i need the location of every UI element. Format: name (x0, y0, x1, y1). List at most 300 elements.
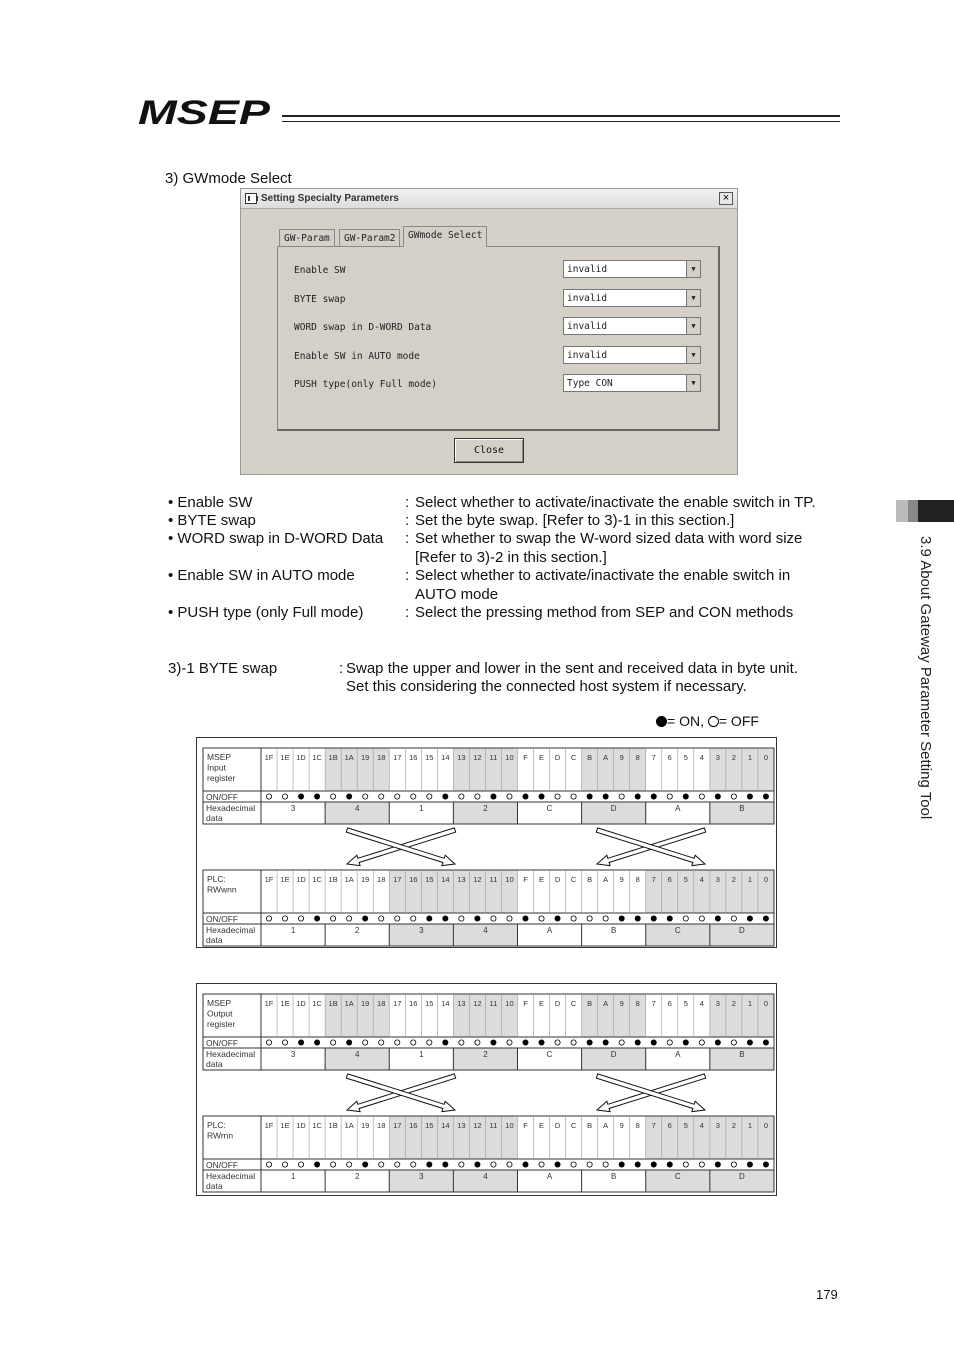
byte-swap-diagram-output (196, 983, 777, 1196)
top-bit-number: C (570, 753, 577, 762)
top-bit-number: 12 (473, 999, 482, 1008)
bottom-bit-number: 5 (683, 1121, 688, 1130)
bottom-bit-number: A (603, 1121, 609, 1130)
bit-off-dot (379, 916, 384, 921)
subsection-text: Swap the upper and lower in the sent and received data in byte unit. (346, 660, 798, 677)
top-bit-number: 6 (667, 999, 672, 1008)
bit-off-dot (667, 794, 672, 799)
top-hex-value: 1 (419, 804, 424, 813)
bottom-hex-label: data (206, 935, 223, 945)
bit-off-dot (619, 1040, 624, 1045)
bit-on-dot (747, 1040, 752, 1045)
bit-off-dot (395, 1040, 400, 1045)
bottom-hex-value: D (739, 1172, 745, 1181)
msep-logo (138, 92, 278, 132)
bit-off-dot (411, 1162, 416, 1167)
bottom-register-label: PLC: (207, 1120, 226, 1130)
bottom-bit-number: 18 (377, 875, 386, 884)
bit-off-dot (667, 1040, 672, 1045)
bottom-hex-value: A (546, 1172, 553, 1181)
desc-term: • Enable SW in AUTO mode (168, 567, 355, 584)
top-bit-number: 0 (763, 753, 769, 762)
chevron-down-icon[interactable]: ▼ (686, 318, 700, 334)
close-icon[interactable]: × (719, 192, 733, 205)
bit-on-dot (427, 1162, 432, 1167)
bit-on-dot (315, 916, 320, 921)
byte-swap-label: BYTE swap (294, 294, 346, 305)
bit-off-dot (571, 794, 576, 799)
bit-off-dot (379, 1162, 384, 1167)
top-bit-number: 15 (425, 753, 434, 762)
enable-sw-value: invalid (567, 264, 608, 275)
bit-off-dot (475, 794, 480, 799)
bottom-bit-number: F (523, 875, 528, 884)
chevron-down-icon[interactable]: ▼ (686, 290, 700, 306)
bit-on-dot (603, 794, 608, 799)
desc-def: Select the pressing method from SEP and CON methods (415, 604, 794, 621)
bit-off-dot (266, 1162, 271, 1167)
bottom-bit-number: 13 (457, 875, 466, 884)
top-bit-number: 1D (296, 999, 306, 1008)
bottom-bit-number: 1B (328, 1121, 338, 1130)
top-bit-number: 1A (344, 999, 354, 1008)
top-bit-number: F (523, 999, 528, 1008)
subsection-heading: 3)-1 BYTE swap (168, 660, 278, 677)
bit-off-dot (331, 794, 336, 799)
bottom-bit-number: 14 (441, 1121, 450, 1130)
bottom-bit-number: 9 (619, 1121, 624, 1130)
byte-swap-diagram-input (196, 737, 777, 948)
bit-on-dot (298, 1040, 303, 1045)
bit-off-dot (459, 1040, 464, 1045)
page-number: 179 (816, 1287, 838, 1302)
top-bit-number: 11 (489, 753, 498, 762)
bottom-bit-number: 6 (667, 875, 672, 884)
bit-off-dot (731, 1040, 736, 1045)
bit-off-dot (347, 916, 352, 921)
bit-off-dot (395, 916, 400, 921)
top-bit-number: 17 (393, 999, 402, 1008)
bottom-bit-number: C (570, 1121, 577, 1130)
bit-off-dot (411, 916, 416, 921)
filled-circle-icon (656, 716, 667, 727)
enable-sw-auto-value: invalid (567, 350, 608, 361)
enable-sw-select[interactable] (563, 260, 701, 278)
top-hex-value: 3 (290, 1050, 296, 1059)
top-bit-number: E (539, 999, 545, 1008)
header-rule-thin (282, 121, 840, 122)
bottom-register-label: RWwnn (207, 884, 237, 895)
bottom-bit-number: B (587, 1121, 593, 1130)
desc-term: • Enable SW (168, 494, 253, 511)
top-bit-number: 8 (635, 999, 640, 1008)
bottom-bit-number: 1 (747, 1121, 753, 1130)
header-rule (282, 115, 840, 117)
desc-def: Set whether to swap the W-word sized data with word size (415, 530, 803, 547)
top-bit-number: 2 (731, 753, 736, 762)
bottom-bit-number: 17 (393, 875, 402, 884)
desc-term: • BYTE swap (168, 512, 256, 529)
top-bit-number: 16 (409, 753, 418, 762)
bottom-bit-number: 1F (264, 875, 274, 884)
top-bit-number: 19 (361, 753, 370, 762)
swap-arrows-upper (346, 828, 455, 866)
bit-off-dot (555, 794, 560, 799)
bottom-bit-number: B (587, 875, 593, 884)
bit-on-dot (635, 1040, 640, 1045)
bottom-hex-value: 3 (419, 926, 424, 935)
top-bit-number: C (570, 999, 577, 1008)
bottom-bit-number: 1C (312, 1121, 322, 1130)
chapter-side-title: 3.9 About Gateway Parameter Setting Tool (917, 536, 934, 820)
bit-off-dot (427, 794, 432, 799)
bottom-bit-number: 4 (699, 1121, 704, 1130)
top-bit-number: B (587, 753, 593, 762)
top-bit-number: 2 (731, 999, 736, 1008)
bit-on-dot (667, 916, 672, 921)
top-bit-number: E (539, 753, 545, 762)
bottom-bit-number: 8 (635, 1121, 640, 1130)
bit-off-dot (395, 1162, 400, 1167)
desc-def-cont: [Refer to 3)-2 in this section.] (415, 549, 607, 566)
top-bit-number: 18 (377, 753, 386, 762)
bit-on-dot (763, 794, 768, 799)
top-hex-value: D (610, 1050, 617, 1059)
desc-def-cont: AUTO mode (415, 586, 499, 603)
top-bit-number: 16 (409, 999, 418, 1008)
top-register-label: MSEP (207, 752, 232, 762)
bottom-bit-number: 7 (651, 875, 656, 884)
bit-on-dot (475, 916, 480, 921)
dialog-title: Setting Specialty Parameters (261, 193, 399, 204)
bit-off-dot (459, 794, 464, 799)
settings-dialog (240, 188, 738, 475)
bottom-hex-value: 1 (290, 926, 296, 935)
bottom-bit-number: 1E (280, 1121, 290, 1130)
top-bit-number: 18 (377, 999, 386, 1008)
bit-off-dot (571, 916, 576, 921)
bottom-hex-value: 4 (483, 1172, 488, 1181)
top-bit-number: 1F (264, 999, 274, 1008)
bottom-bit-number: 18 (377, 1121, 386, 1130)
top-hex-value: C (546, 804, 553, 813)
tab-gw-param2[interactable]: GW-Param2 (339, 229, 400, 247)
top-bit-number: 8 (635, 753, 640, 762)
top-bit-number: 0 (763, 999, 769, 1008)
bottom-bit-number: 14 (441, 875, 450, 884)
bit-on-dot (491, 1040, 496, 1045)
bottom-hex-value: 2 (354, 926, 360, 935)
bottom-bit-number: 1 (747, 875, 753, 884)
bit-off-dot (571, 1162, 576, 1167)
legend-off: = OFF (718, 713, 759, 729)
bottom-bit-number: 12 (473, 1121, 482, 1130)
bit-on-dot (443, 794, 448, 799)
bottom-bit-number: 13 (457, 1121, 466, 1130)
bit-off-dot (395, 794, 400, 799)
close-button[interactable]: Close (454, 438, 524, 463)
subsection-colon: : (339, 660, 344, 677)
top-bit-number: F (523, 753, 528, 762)
bottom-bit-number: 12 (473, 875, 482, 884)
bit-on-dot (763, 1040, 768, 1045)
bit-on-dot (635, 916, 640, 921)
byte-swap-value: invalid (567, 293, 608, 304)
desc-term: • PUSH type (only Full mode) (168, 604, 364, 621)
bit-on-dot (635, 794, 640, 799)
word-swap-value: invalid (567, 321, 608, 332)
bottom-bit-number: 1D (296, 875, 306, 884)
top-bit-number: A (603, 999, 609, 1008)
bit-on-dot (443, 916, 448, 921)
bit-on-dot (587, 1040, 592, 1045)
word-swap-select[interactable] (563, 317, 701, 335)
chevron-down-icon[interactable]: ▼ (686, 375, 700, 391)
top-hex-value: 3 (290, 804, 296, 813)
bottom-bit-number: 11 (489, 875, 498, 884)
bit-on-dot (363, 1162, 368, 1167)
bottom-register-label: RWrnn (207, 1130, 234, 1141)
top-bit-number: 15 (425, 999, 434, 1008)
dialog-titlebar (241, 189, 737, 209)
legend-on: = ON, (667, 713, 704, 729)
logo-text: MSEP (138, 94, 271, 132)
bottom-onoff-label: ON/OFF (206, 914, 239, 924)
bit-on-dot (491, 794, 496, 799)
bottom-bit-number: 16 (409, 875, 418, 884)
top-hex-value: 2 (483, 1050, 488, 1059)
bottom-bit-number: 3 (715, 1121, 720, 1130)
bit-off-dot (683, 916, 688, 921)
bottom-bit-number: 11 (489, 1121, 498, 1130)
bit-off-dot (683, 1162, 688, 1167)
bit-off-dot (699, 1040, 704, 1045)
top-bit-number: 1B (328, 753, 338, 762)
bit-on-dot (347, 794, 352, 799)
bottom-bit-number: 0 (763, 875, 769, 884)
bottom-bit-number: 17 (393, 1121, 402, 1130)
top-hex-label: Hexadecimal (206, 1049, 256, 1059)
bottom-bit-number: D (554, 875, 561, 884)
bottom-bit-number: 16 (409, 1121, 418, 1130)
bit-on-dot (587, 794, 592, 799)
bit-off-dot (731, 794, 736, 799)
bottom-bit-number: 1A (344, 875, 354, 884)
bottom-hex-label: Hexadecimal (206, 1171, 256, 1181)
bit-off-dot (282, 794, 287, 799)
bit-on-dot (747, 1162, 752, 1167)
bit-off-dot (507, 1040, 512, 1045)
bottom-hex-value: C (674, 926, 681, 935)
bottom-hex-value: 3 (419, 1172, 424, 1181)
bottom-bit-number: 5 (683, 875, 688, 884)
bit-on-dot (555, 916, 560, 921)
bottom-hex-value: B (610, 926, 617, 935)
bit-off-dot (379, 1040, 384, 1045)
desc-colon: : (405, 494, 410, 511)
bit-off-dot (282, 1040, 287, 1045)
legend (656, 713, 759, 729)
top-bit-number: 1C (312, 753, 322, 762)
desc-def: Select whether to activate/inactivate the enable switch in TP. (415, 494, 816, 511)
top-hex-label: Hexadecimal (206, 803, 256, 813)
bit-on-dot (747, 916, 752, 921)
bit-off-dot (459, 1162, 464, 1167)
top-register-label: register (207, 773, 236, 783)
push-type-value: Type CON (567, 378, 613, 389)
push-type-select[interactable] (563, 374, 701, 392)
top-bit-number: 1B (328, 999, 338, 1008)
bottom-hex-value: 2 (354, 1172, 360, 1181)
top-onoff-label: ON/OFF (206, 792, 239, 802)
bit-off-dot (379, 794, 384, 799)
bit-off-dot (587, 916, 592, 921)
top-hex-value: B (739, 1050, 745, 1059)
swap-arrows-lower (596, 1074, 705, 1112)
bottom-bit-number: 9 (619, 875, 624, 884)
bit-off-dot (555, 1040, 560, 1045)
side-tab-marker (908, 500, 918, 522)
bit-off-dot (603, 1162, 608, 1167)
bit-on-dot (683, 1040, 688, 1045)
chevron-down-icon[interactable]: ▼ (686, 261, 700, 277)
swap-arrows-lower (596, 828, 705, 866)
bottom-bit-number: 2 (731, 875, 736, 884)
bit-off-dot (619, 794, 624, 799)
bit-on-dot (763, 916, 768, 921)
bottom-bit-number: 3 (715, 875, 720, 884)
bit-on-dot (715, 1040, 720, 1045)
bit-on-dot (539, 1040, 544, 1045)
top-onoff-label: ON/OFF (206, 1038, 239, 1048)
bit-on-dot (683, 794, 688, 799)
top-bit-number: 1 (747, 753, 753, 762)
bit-off-dot (475, 1040, 480, 1045)
top-hex-value: B (739, 804, 745, 813)
tab-gwmode-select[interactable]: GWmode Select (403, 226, 487, 247)
bit-off-dot (699, 1162, 704, 1167)
bit-off-dot (331, 916, 336, 921)
top-bit-number: 1C (312, 999, 322, 1008)
bottom-hex-label: data (206, 1181, 223, 1191)
bit-on-dot (763, 1162, 768, 1167)
bit-on-dot (427, 916, 432, 921)
bottom-hex-label: Hexadecimal (206, 925, 256, 935)
bit-on-dot (555, 1162, 560, 1167)
bottom-bit-number: 1E (280, 875, 290, 884)
bit-off-dot (539, 1162, 544, 1167)
bit-off-dot (298, 916, 303, 921)
top-hex-value: A (675, 1050, 681, 1059)
chevron-down-icon[interactable]: ▼ (686, 347, 700, 363)
bit-on-dot (315, 1162, 320, 1167)
bottom-bit-number: 6 (667, 1121, 672, 1130)
swap-arrows-upper (346, 1074, 455, 1112)
top-bit-number: 1D (296, 753, 306, 762)
bottom-bit-number: 15 (425, 1121, 434, 1130)
top-bit-number: 9 (619, 999, 624, 1008)
bottom-hex-value: 4 (483, 926, 488, 935)
bit-off-dot (282, 916, 287, 921)
bit-off-dot (363, 1040, 368, 1045)
bottom-bit-number: D (554, 1121, 561, 1130)
bit-off-dot (507, 1162, 512, 1167)
bit-off-dot (331, 1162, 336, 1167)
top-hex-value: D (610, 804, 617, 813)
bit-on-dot (715, 794, 720, 799)
word-swap-label: WORD swap in D-WORD Data (294, 322, 432, 333)
top-bit-number: 1E (280, 753, 290, 762)
bit-on-dot (363, 916, 368, 921)
bottom-hex-value: 1 (290, 1172, 296, 1181)
bit-on-dot (315, 794, 320, 799)
top-bit-number: 17 (393, 753, 402, 762)
bottom-onoff-label: ON/OFF (206, 1160, 239, 1170)
bit-on-dot (635, 1162, 640, 1167)
top-hex-value: C (546, 1050, 553, 1059)
bit-on-dot (651, 916, 656, 921)
bit-on-dot (523, 1040, 528, 1045)
side-tab-marker (896, 500, 908, 522)
side-tab-marker (918, 500, 954, 522)
tab-gw-param[interactable]: GW-Param (279, 229, 335, 247)
top-bit-number: 3 (715, 999, 720, 1008)
top-bit-number: D (554, 753, 561, 762)
byte-swap-select[interactable] (563, 289, 701, 307)
desc-colon: : (405, 567, 410, 584)
top-hex-label: data (206, 813, 223, 823)
bottom-hex-value: A (546, 926, 553, 935)
desc-term: • WORD swap in D-WORD Data (168, 530, 384, 547)
top-register-label: MSEP (207, 998, 232, 1008)
top-bit-number: 4 (699, 999, 704, 1008)
desc-colon: : (405, 604, 410, 621)
bit-on-dot (523, 794, 528, 799)
top-bit-number: 14 (441, 999, 450, 1008)
bit-on-dot (651, 1040, 656, 1045)
bit-off-dot (731, 916, 736, 921)
bit-on-dot (347, 1040, 352, 1045)
top-hex-value: A (675, 804, 681, 813)
bottom-bit-number: 19 (361, 1121, 370, 1130)
bit-off-dot (507, 794, 512, 799)
bit-off-dot (266, 916, 271, 921)
bottom-bit-number: 4 (699, 875, 704, 884)
bit-on-dot (715, 1162, 720, 1167)
bit-off-dot (491, 916, 496, 921)
bit-off-dot (731, 1162, 736, 1167)
enable-sw-auto-select[interactable] (563, 346, 701, 364)
tab-panel (277, 246, 720, 431)
bit-on-dot (651, 794, 656, 799)
app-icon (245, 193, 257, 204)
bottom-bit-number: 10 (505, 875, 514, 884)
bit-off-dot (331, 1040, 336, 1045)
bit-on-dot (298, 794, 303, 799)
bit-on-dot (443, 1040, 448, 1045)
top-bit-number: 7 (651, 999, 656, 1008)
top-hex-label: data (206, 1059, 223, 1069)
bottom-bit-number: E (539, 875, 545, 884)
bottom-bit-number: 1C (312, 875, 322, 884)
bottom-bit-number: F (523, 1121, 528, 1130)
top-hex-value: 2 (483, 804, 488, 813)
bottom-bit-number: C (570, 875, 577, 884)
bit-on-dot (619, 916, 624, 921)
bit-on-dot (523, 916, 528, 921)
bit-on-dot (747, 794, 752, 799)
bit-off-dot (491, 1162, 496, 1167)
